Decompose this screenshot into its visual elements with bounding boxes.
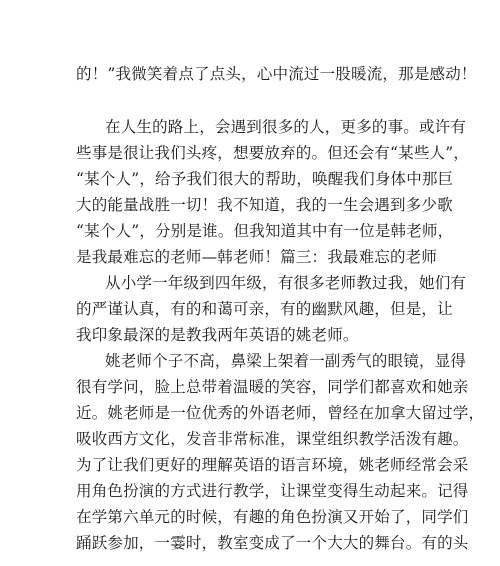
text-line: 从小学一年级到四年级，有很多老师教过我，她们有 xyxy=(105,274,467,292)
text-line: 在学第六单元的时候，有趣的角色扮演又开始了，同学们 xyxy=(76,508,469,526)
text-line: 很有学问，脸上总带着温暖的笑容，同学们都喜欢和她亲 xyxy=(76,378,469,396)
text-line: 大的能量战胜一切！我不知道，我的一生会遇到多少歌 xyxy=(76,196,453,214)
text-line: 吸收西方文化，发音非常标准，课堂组织教学活泼有趣。 xyxy=(76,430,469,448)
text-line: 些事是很让我们头疼，想要放弃的。但还会有“某些人”， xyxy=(76,144,470,162)
text-line: 在人生的路上，会遇到很多的人，更多的事。或许有 xyxy=(105,118,467,136)
text-line: 用角色扮演的方式进行教学，让课堂变得生动起来。记得 xyxy=(76,482,469,500)
text-line: 我印象最深的是教我两年英语的姚老师。 xyxy=(76,326,359,344)
text-line: 踊跃参加，一霎时，教室变成了一个大大的舞台。有的头 xyxy=(76,534,469,552)
text-line: 姚老师个子不高，鼻梁上架着一副秀气的眼镜，显得 xyxy=(105,352,467,370)
text-line: 为了让我们更好的理解英语的语言环境，姚老师经常会采 xyxy=(76,456,469,474)
text-line: 是我最难忘的老师—韩老师！篇三：我最难忘的老师 xyxy=(76,248,438,266)
text-line: “某个人”，分别是谁。但我知道其中有一位是韩老师， xyxy=(76,222,454,240)
text-line: 的严谨认真，有的和蔼可亲，有的幽默风趣，但是，让 xyxy=(76,300,453,318)
text-line: “某个人”，给予我们很大的帮助，唤醒我们身体中那巨 xyxy=(76,170,454,188)
text-line: 近。姚老师是一位优秀的外语老师，曾经在加拿大留过学， xyxy=(76,404,485,422)
text-line: 的！”我微笑着点了点头，心中流过一股暖流，那是感动！ xyxy=(76,65,477,83)
